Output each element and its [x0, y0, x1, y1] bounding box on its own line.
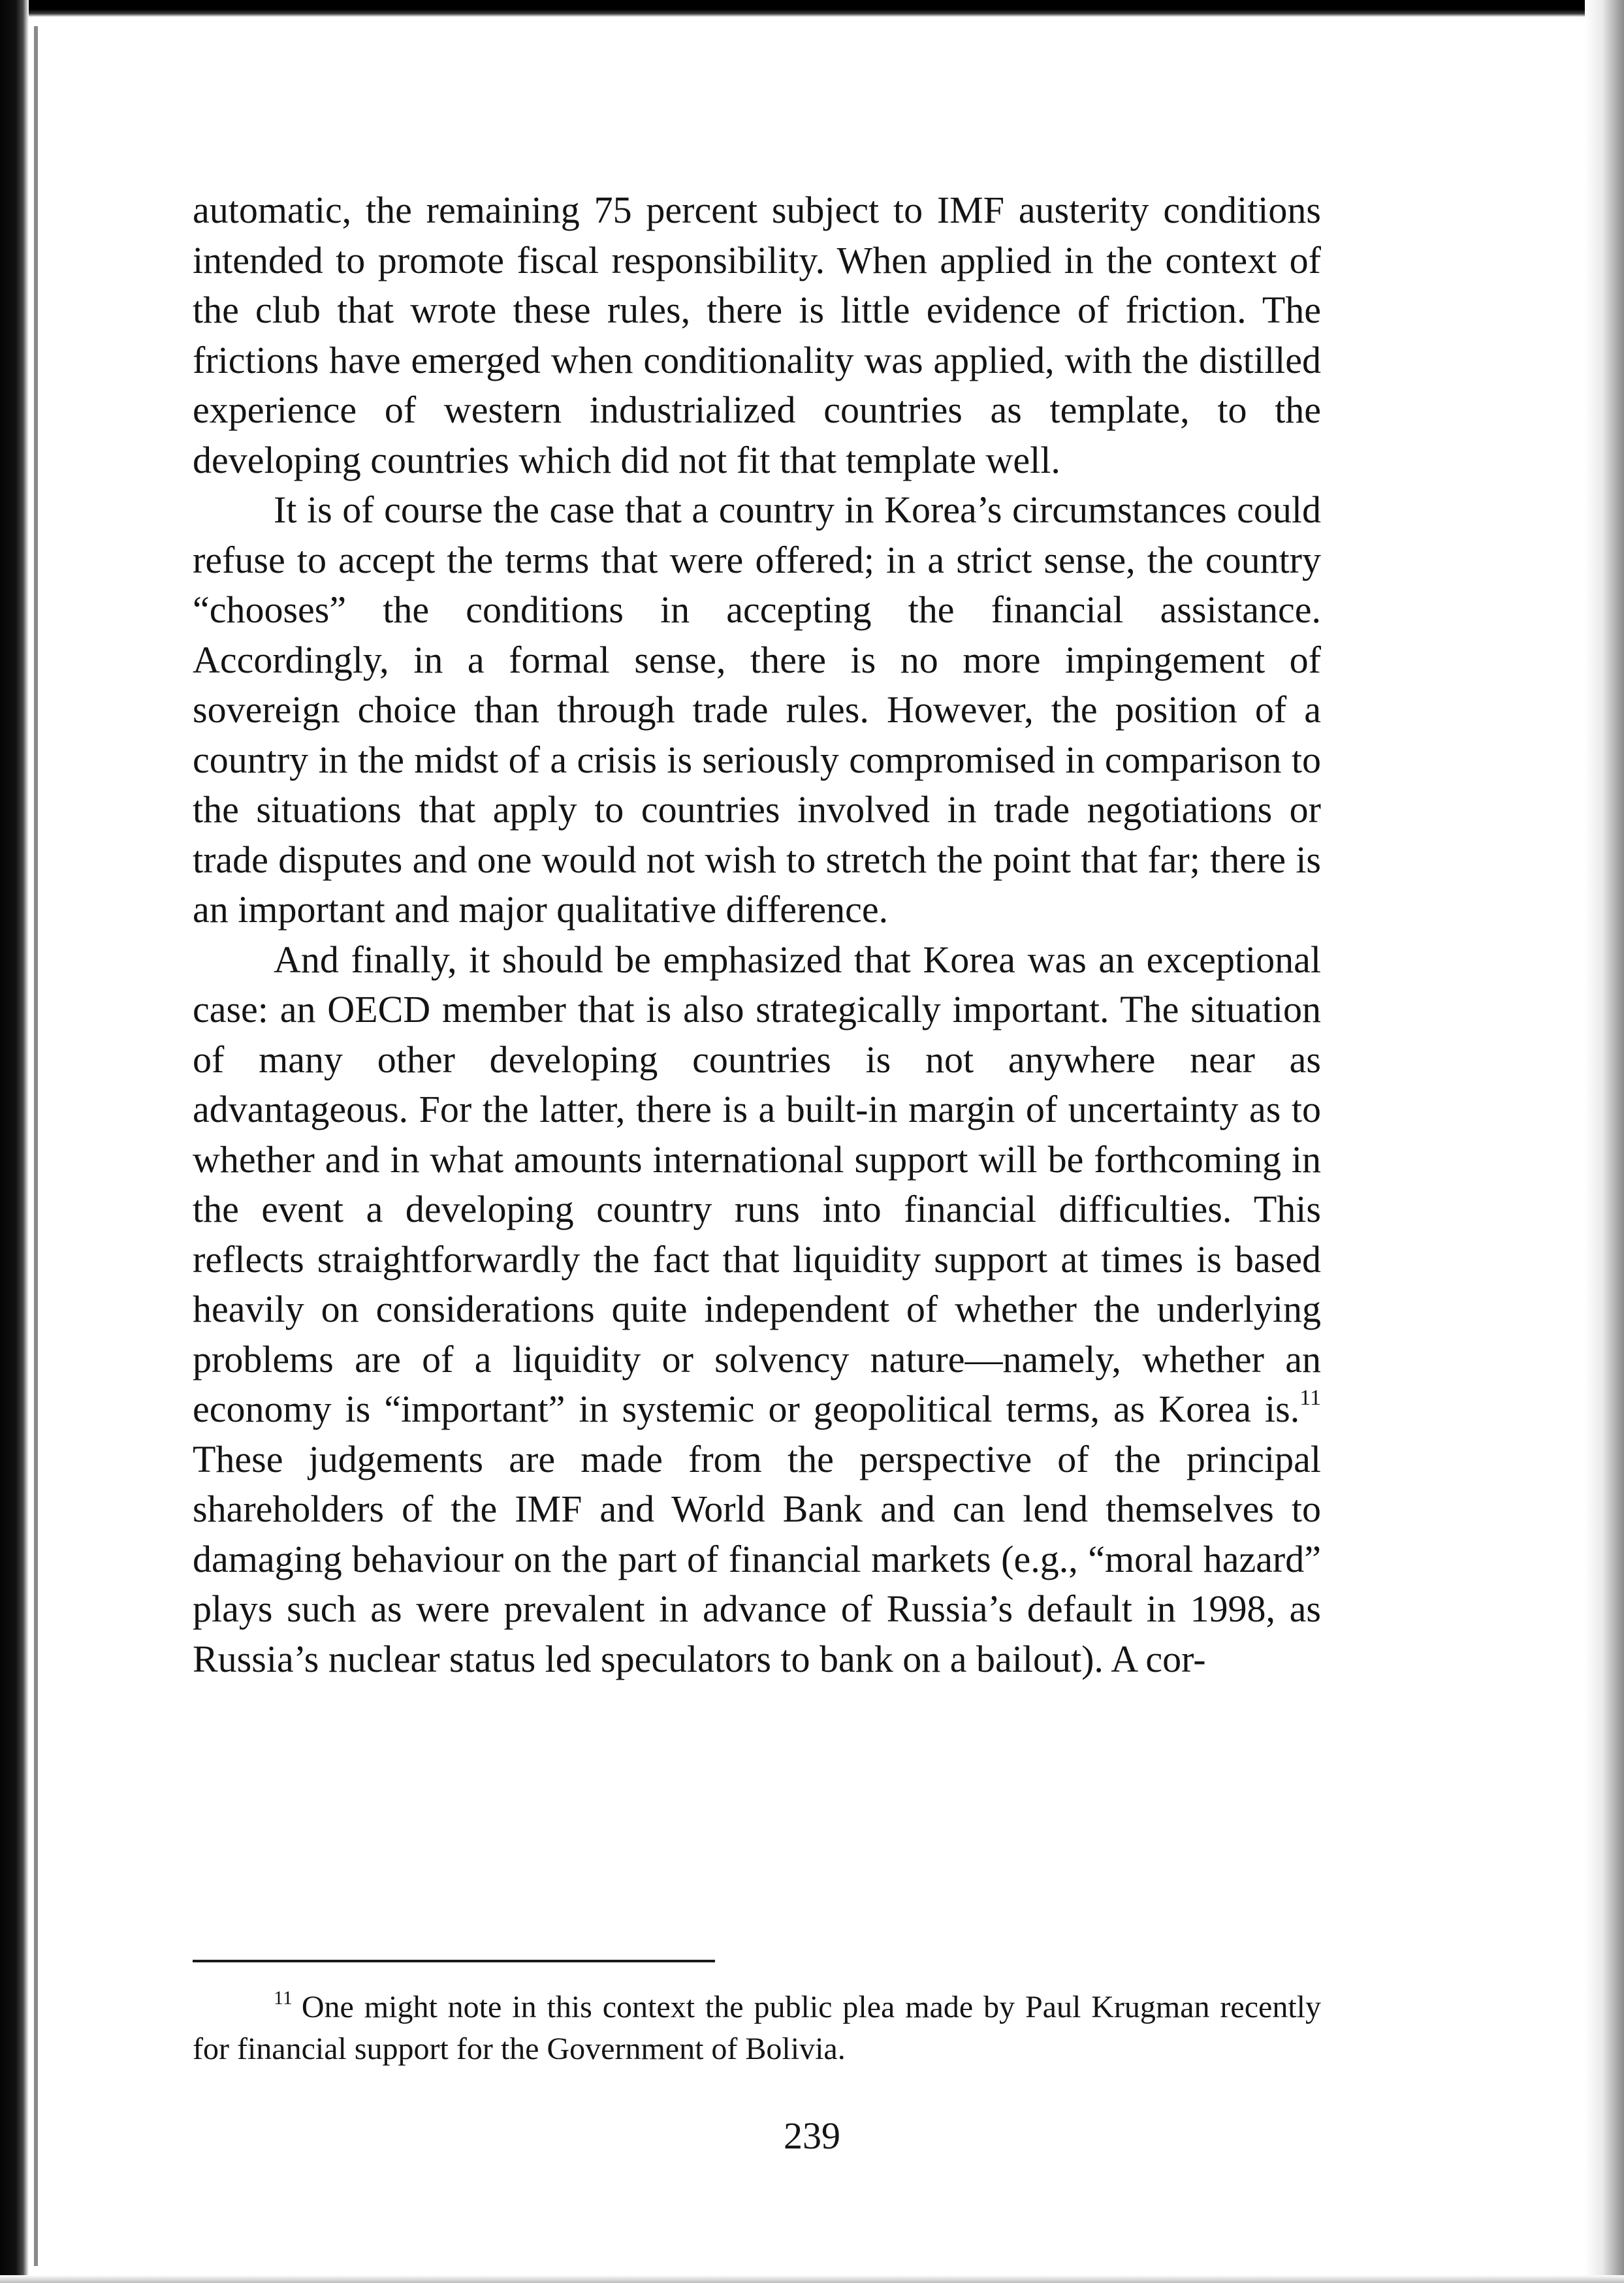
paragraph-2: It is of course the case that a country in Korea’s circumstances could refuse to accept the terms that were offered; in a strict sense, the country “chooses” the conditions in accepting the financial assistance. Accordingly, in a formal sense, there is no more impingement of sovereign choice than through trade rules. However, the position of a country in the midst of a crisis is seriously compromised in comparison to the situations that apply to countries involved in trade negotiations or trade disputes and one would not wish to stretch the point that far; there is an important and major qualitative difference. [193, 488, 1321, 931]
footnote-reference[interactable]: 11 [1299, 1386, 1321, 1410]
footnote-text: One might note in this context the public plea made by Paul Krugman recently for financial support for the Government of Bolivia. [193, 1990, 1321, 2066]
scan-top-shadow [0, 0, 1624, 17]
footnote-marker: 11 [274, 1987, 293, 2009]
scan-binding-line [34, 26, 38, 2266]
paragraph-3-text-after-note: These judgements are made from the perspective of the principal shareholders of the IMF and World Bank and can lend themselves to damaging behaviour on the part of financial markets (e.g., “moral hazard” plays such as were prevalent in advance of Russia’s default in 1998, as Russia’s nuclear status led speculators to bank on a bailout). A cor- [193, 1437, 1321, 1680]
scan-right-edge [1585, 0, 1624, 2283]
paragraph-3 [193, 935, 1321, 1685]
paragraph-1: automatic, the remaining 75 percent subject to IMF austerity conditions intended to promote fiscal responsibility. When applied in the context of the club that wrote these rules, there is little evidence of friction. The frictions have emerged when conditionality was applied, with the distilled experience of western industrialized countries as template, to the developing countries which did not fit that template well. [193, 189, 1321, 481]
page-body [193, 185, 1321, 1684]
scan-binding-edge [0, 0, 29, 2283]
paragraph-3-text-before-note: And finally, it should be emphasized that Korea was an exceptional case: an OECD member that is also strategically important. The situation of many other developing countries is not anywhere near as advantageous. For the latter, there is a built-in margin of uncertainty as to whether and in what amounts international support will be forthcoming in the event a developing country runs into financial difficulties. This reflects straightforwardly the fact that liquidity support at times is based heavily on considerations quite independent of whether the underlying problems are of a liquidity or solvency nature—namely, whether an economy is “important” in systemic or geopolitical terms, as Korea is. [193, 938, 1321, 1430]
footnote-separator [193, 1960, 715, 1962]
scan-bottom-edge [0, 2275, 1624, 2283]
footnote [193, 1987, 1321, 2070]
page-number: 239 [784, 2115, 840, 2157]
